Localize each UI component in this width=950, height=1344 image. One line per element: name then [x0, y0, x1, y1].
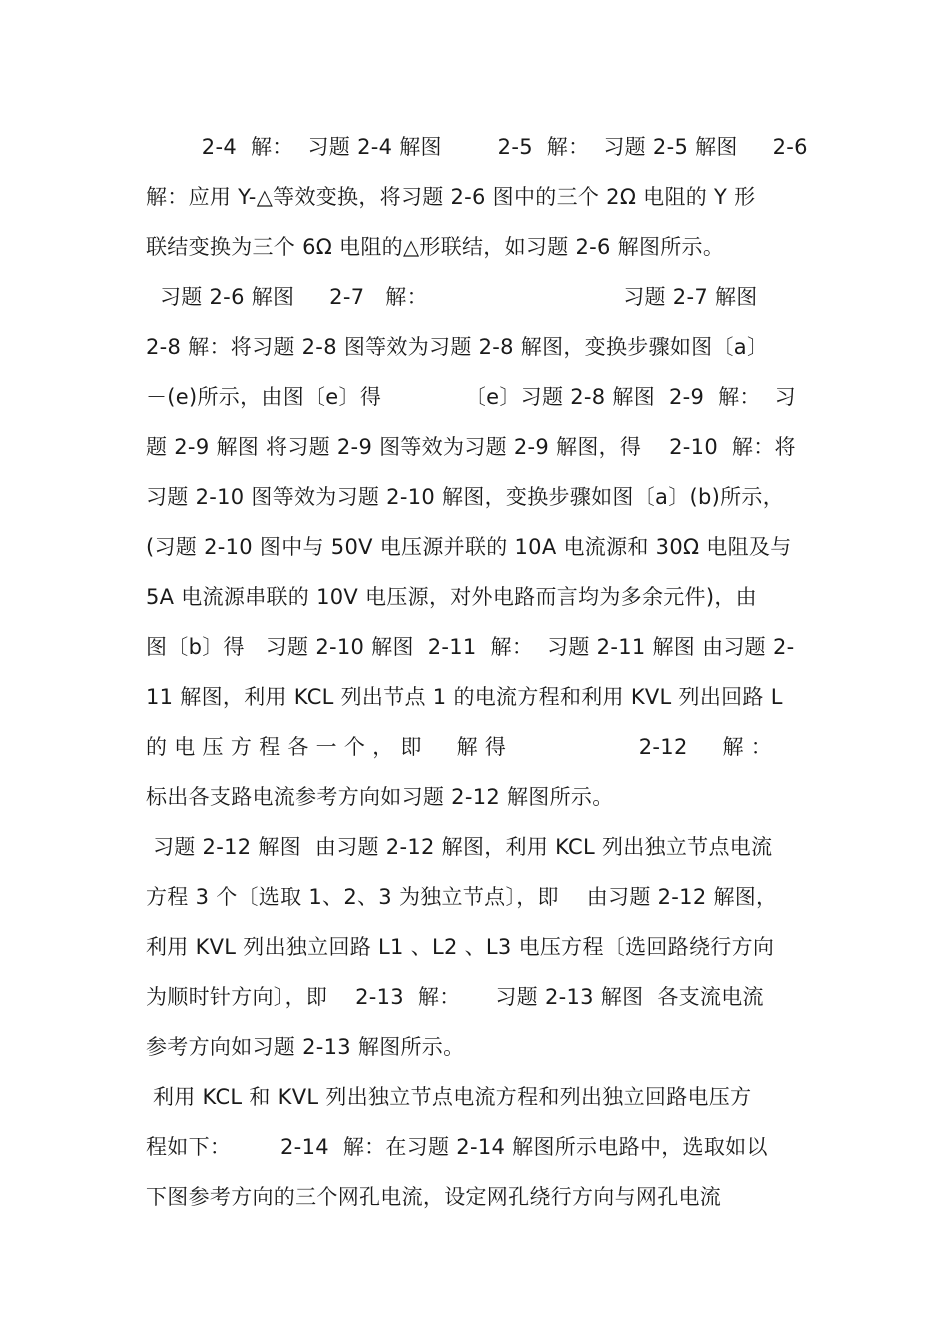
text-line-18: 为顺时针方向〕，即 2-13 解： 习题 2-13 解图 各支流电流 [146, 985, 764, 1009]
text-line-12: 11 解图，利用 KCL 列出节点 1 的电流方程和利用 KVL 列出回路 L [146, 685, 783, 709]
text-line-4: 习题 2-6 解图 2-7 解： 习题 2-7 解图 [146, 285, 758, 309]
text-line-21: 程如下： 2-14 解：在习题 2-14 解图所示电路中，选取如以 [146, 1135, 768, 1159]
text-line-5: 2-8 解：将习题 2-8 图等效为习题 2-8 解图，变换步骤如图〔a〕 [146, 335, 769, 359]
text-line-8: 习题 2-10 图等效为习题 2-10 解图，变换步骤如图〔a〕(b)所示， [146, 485, 785, 509]
text-line-2: 解：应用 Y-△等效变换，将习题 2-6 图中的三个 2Ω 电阻的 Y 形 [146, 185, 756, 209]
text-line-19: 参考方向如习题 2-13 解图所示。 [146, 1035, 465, 1059]
text-line-3: 联结变换为三个 6Ω 电阻的△形联结，如习题 2-6 解图所示。 [146, 235, 725, 259]
text-line-16: 方程 3 个〔选取 1、2、3 为独立节点〕，即 由习题 2-12 解图， [146, 885, 778, 909]
text-line-14: 标出各支路电流参考方向如习题 2-12 解图所示。 [146, 785, 614, 809]
text-line-22: 下图参考方向的三个网孔电流，设定网孔绕行方向与网孔电流 [146, 1185, 722, 1209]
text-line-17: 利用 KVL 列出独立回路 L1 、L2 、L3 电压方程〔选回路绕行方向 [146, 935, 775, 959]
text-line-6: －(e)所示，由图〔e〕得 〔e〕习题 2-8 解图 2-9 解： 习 [146, 385, 796, 409]
text-line-11: 图〔b〕得 习题 2-10 解图 2-11 解： 习题 2-11 解图 由习题 2- [146, 635, 795, 659]
text-line-10: 5A 电流源串联的 10V 电压源，对外电路而言均为多余元件)，由 [146, 585, 757, 609]
text-line-7: 题 2-9 解图 将习题 2-9 图等效为习题 2-9 解图，得 2-10 解：将 [146, 435, 796, 459]
text-line-20: 利用 KCL 和 KVL 列出独立节点电流方程和列出独立回路电压方 [146, 1085, 752, 1109]
text-line-9: (习题 2-10 图中与 50V 电压源并联的 10A 电流源和 30Ω 电阻及与 [146, 535, 792, 559]
document-body [146, 122, 821, 1222]
text-line-1: 2-4 解： 习题 2-4 解图 2-5 解： 习题 2-5 解图 2-6 [146, 135, 808, 159]
text-line-13: 的 电 压 方 程 各 一 个 ， 即 解 得 2-12 解 ： [146, 735, 773, 759]
text-line-15: 习题 2-12 解图 由习题 2-12 解图，利用 KCL 列出独立节点电流 [146, 835, 773, 859]
